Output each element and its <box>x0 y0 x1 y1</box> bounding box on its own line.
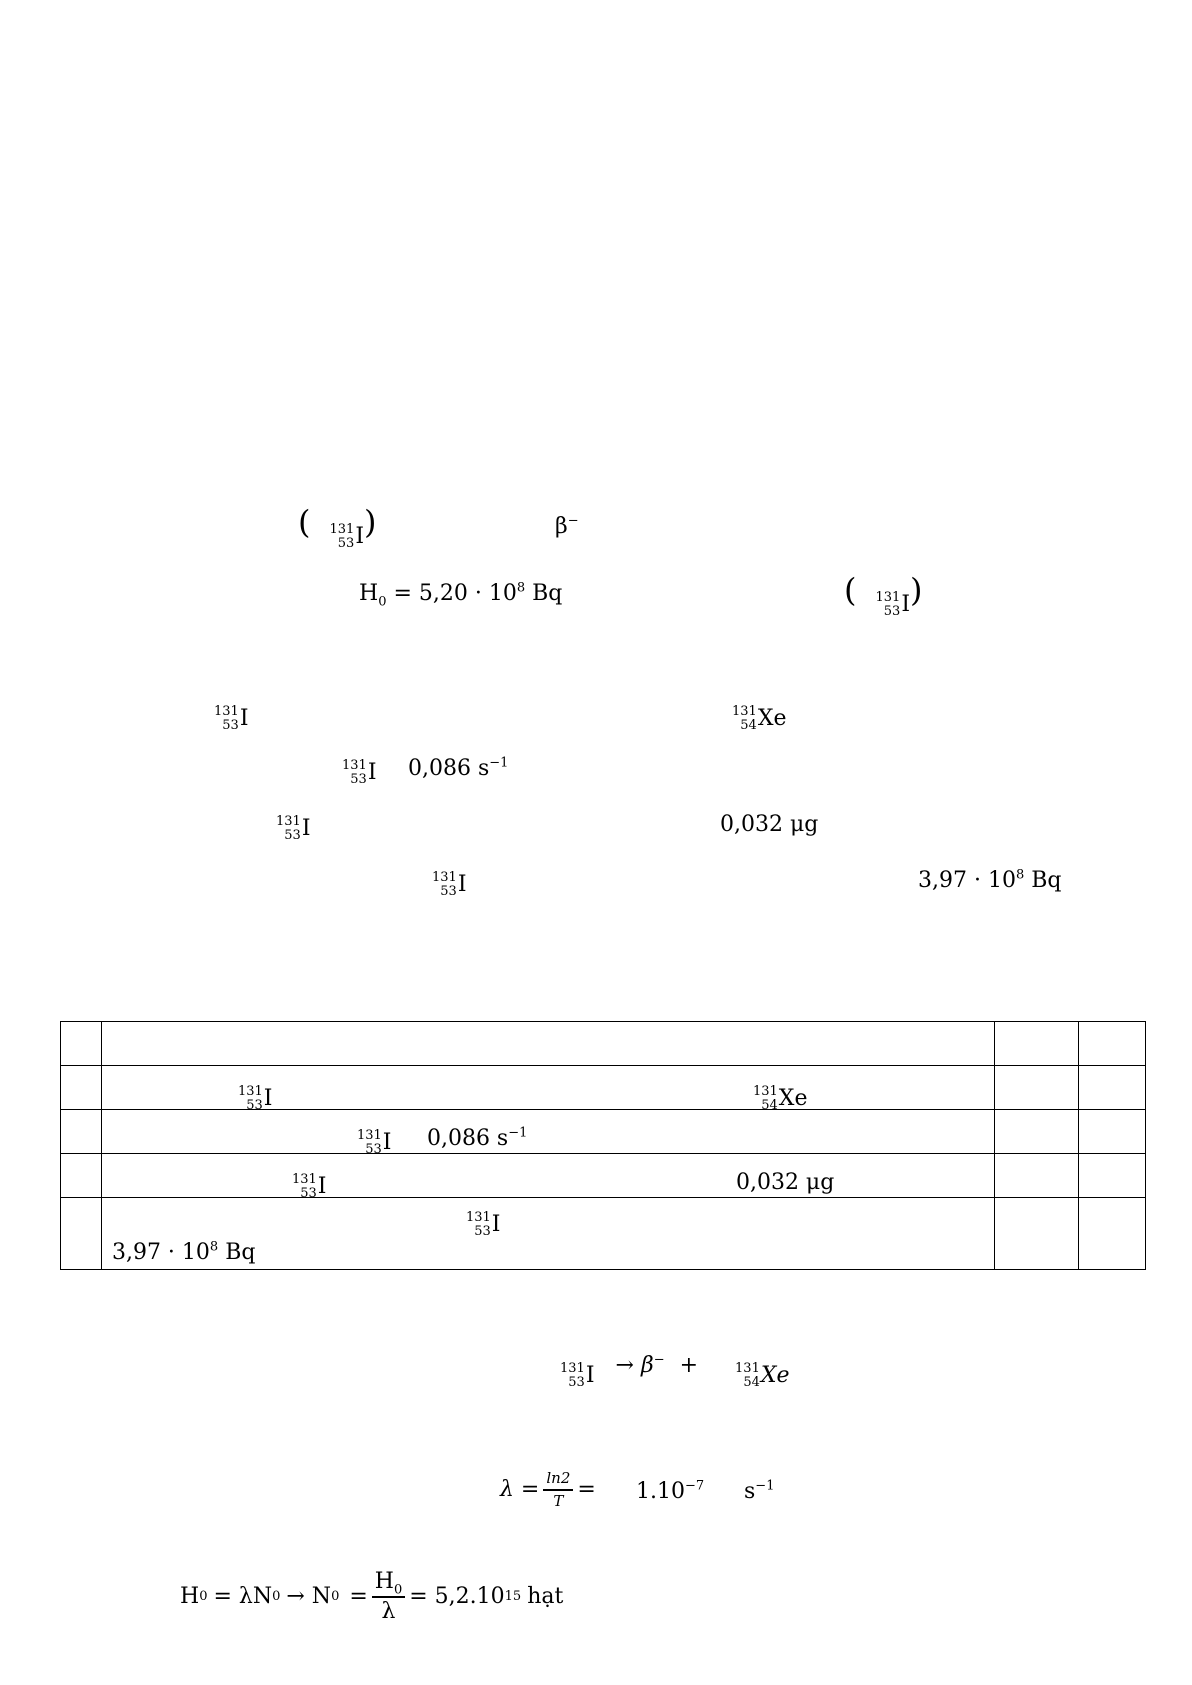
statement-b-decay-constant: 0,086 $s^{-1}$ <box>408 755 509 781</box>
table-cell[interactable] <box>995 1154 1079 1198</box>
table-cell[interactable] <box>1079 1154 1146 1198</box>
table-cell[interactable] <box>1079 1110 1146 1154</box>
table-cell <box>61 1022 102 1066</box>
solution-lambda-unit: $s^{-1}$ <box>744 1478 775 1504</box>
table-cell[interactable] <box>995 1198 1079 1270</box>
statement-d-nuclide-iodine: 131 53 I <box>432 870 467 899</box>
row-b-nuclide-iodine: 131 53 I <box>356 1127 392 1157</box>
statement-d-activity: $3,97 \cdot 10^8$ Bq <box>918 867 1062 893</box>
intro-nuclide-iodine-2: ( 131 53 I ) <box>844 571 923 619</box>
table-cell[interactable] <box>995 1022 1079 1066</box>
table-cell[interactable] <box>995 1066 1079 1110</box>
table-cell <box>101 1154 994 1201</box>
table-row <box>61 1022 1146 1066</box>
table-cell[interactable] <box>995 1110 1079 1154</box>
statement-c-nuclide-iodine: 131 53 I <box>276 814 311 843</box>
table-cell <box>61 1154 102 1198</box>
table-cell <box>101 1110 994 1157</box>
statement-b-nuclide-iodine: 131 53 I <box>342 758 377 787</box>
table-cell <box>101 1066 994 1113</box>
solution-N0-equation: H 0 = λN 0 → N 0 = $\frac{H_0}{\lambda}$ = 5,2.10 15 hạt <box>180 1569 564 1625</box>
row-d-nuclide-iodine: 131 53 I <box>465 1209 501 1239</box>
table-cell <box>101 1022 994 1066</box>
intro-beta-minus: β− <box>555 513 579 539</box>
table-cell <box>61 1110 102 1154</box>
table-row <box>61 1198 1146 1270</box>
statement-a-nuclide-iodine: 131 53 I <box>214 704 249 733</box>
answer-table <box>60 1021 1146 1270</box>
row-d-activity: $3,97 \cdot 10^8$ Bq <box>111 1239 256 1265</box>
table-cell[interactable] <box>1079 1198 1146 1270</box>
row-a-nuclide-iodine: 131 53 I <box>237 1083 273 1113</box>
solution-lambda-value: $1.10^{-7}$ <box>636 1478 705 1504</box>
table-row <box>61 1154 1146 1198</box>
table-row <box>61 1066 1146 1110</box>
solution-decay-equation: 131 53 I → β− + 131 54 Xe <box>560 1352 790 1390</box>
row-c-mass: 0,032 μg <box>735 1169 835 1195</box>
solution-lambda-equation: λ = $\frac{\ln 2}{T}$ = <box>500 1469 596 1510</box>
row-c-nuclide-iodine: 131 53 I <box>291 1171 327 1201</box>
table-row <box>61 1110 1146 1154</box>
table-cell[interactable] <box>1079 1022 1146 1066</box>
intro-initial-activity: $H_0 = 5,20 \cdot 10^8$ Bq <box>359 580 563 610</box>
table-cell <box>61 1066 102 1110</box>
table-cell[interactable] <box>1079 1066 1146 1110</box>
table-cell <box>61 1198 102 1270</box>
intro-nuclide-iodine-1: ( 131 53 I ) <box>298 503 377 551</box>
table-cell <box>101 1198 994 1270</box>
row-a-nuclide-xenon: 131 54 Xe <box>752 1083 808 1113</box>
statement-a-nuclide-xenon: 131 54 Xe <box>732 704 787 733</box>
statement-c-mass: 0,032 μg <box>720 812 819 837</box>
row-b-decay-constant: 0,086 $s^{-1}$ <box>426 1125 528 1151</box>
